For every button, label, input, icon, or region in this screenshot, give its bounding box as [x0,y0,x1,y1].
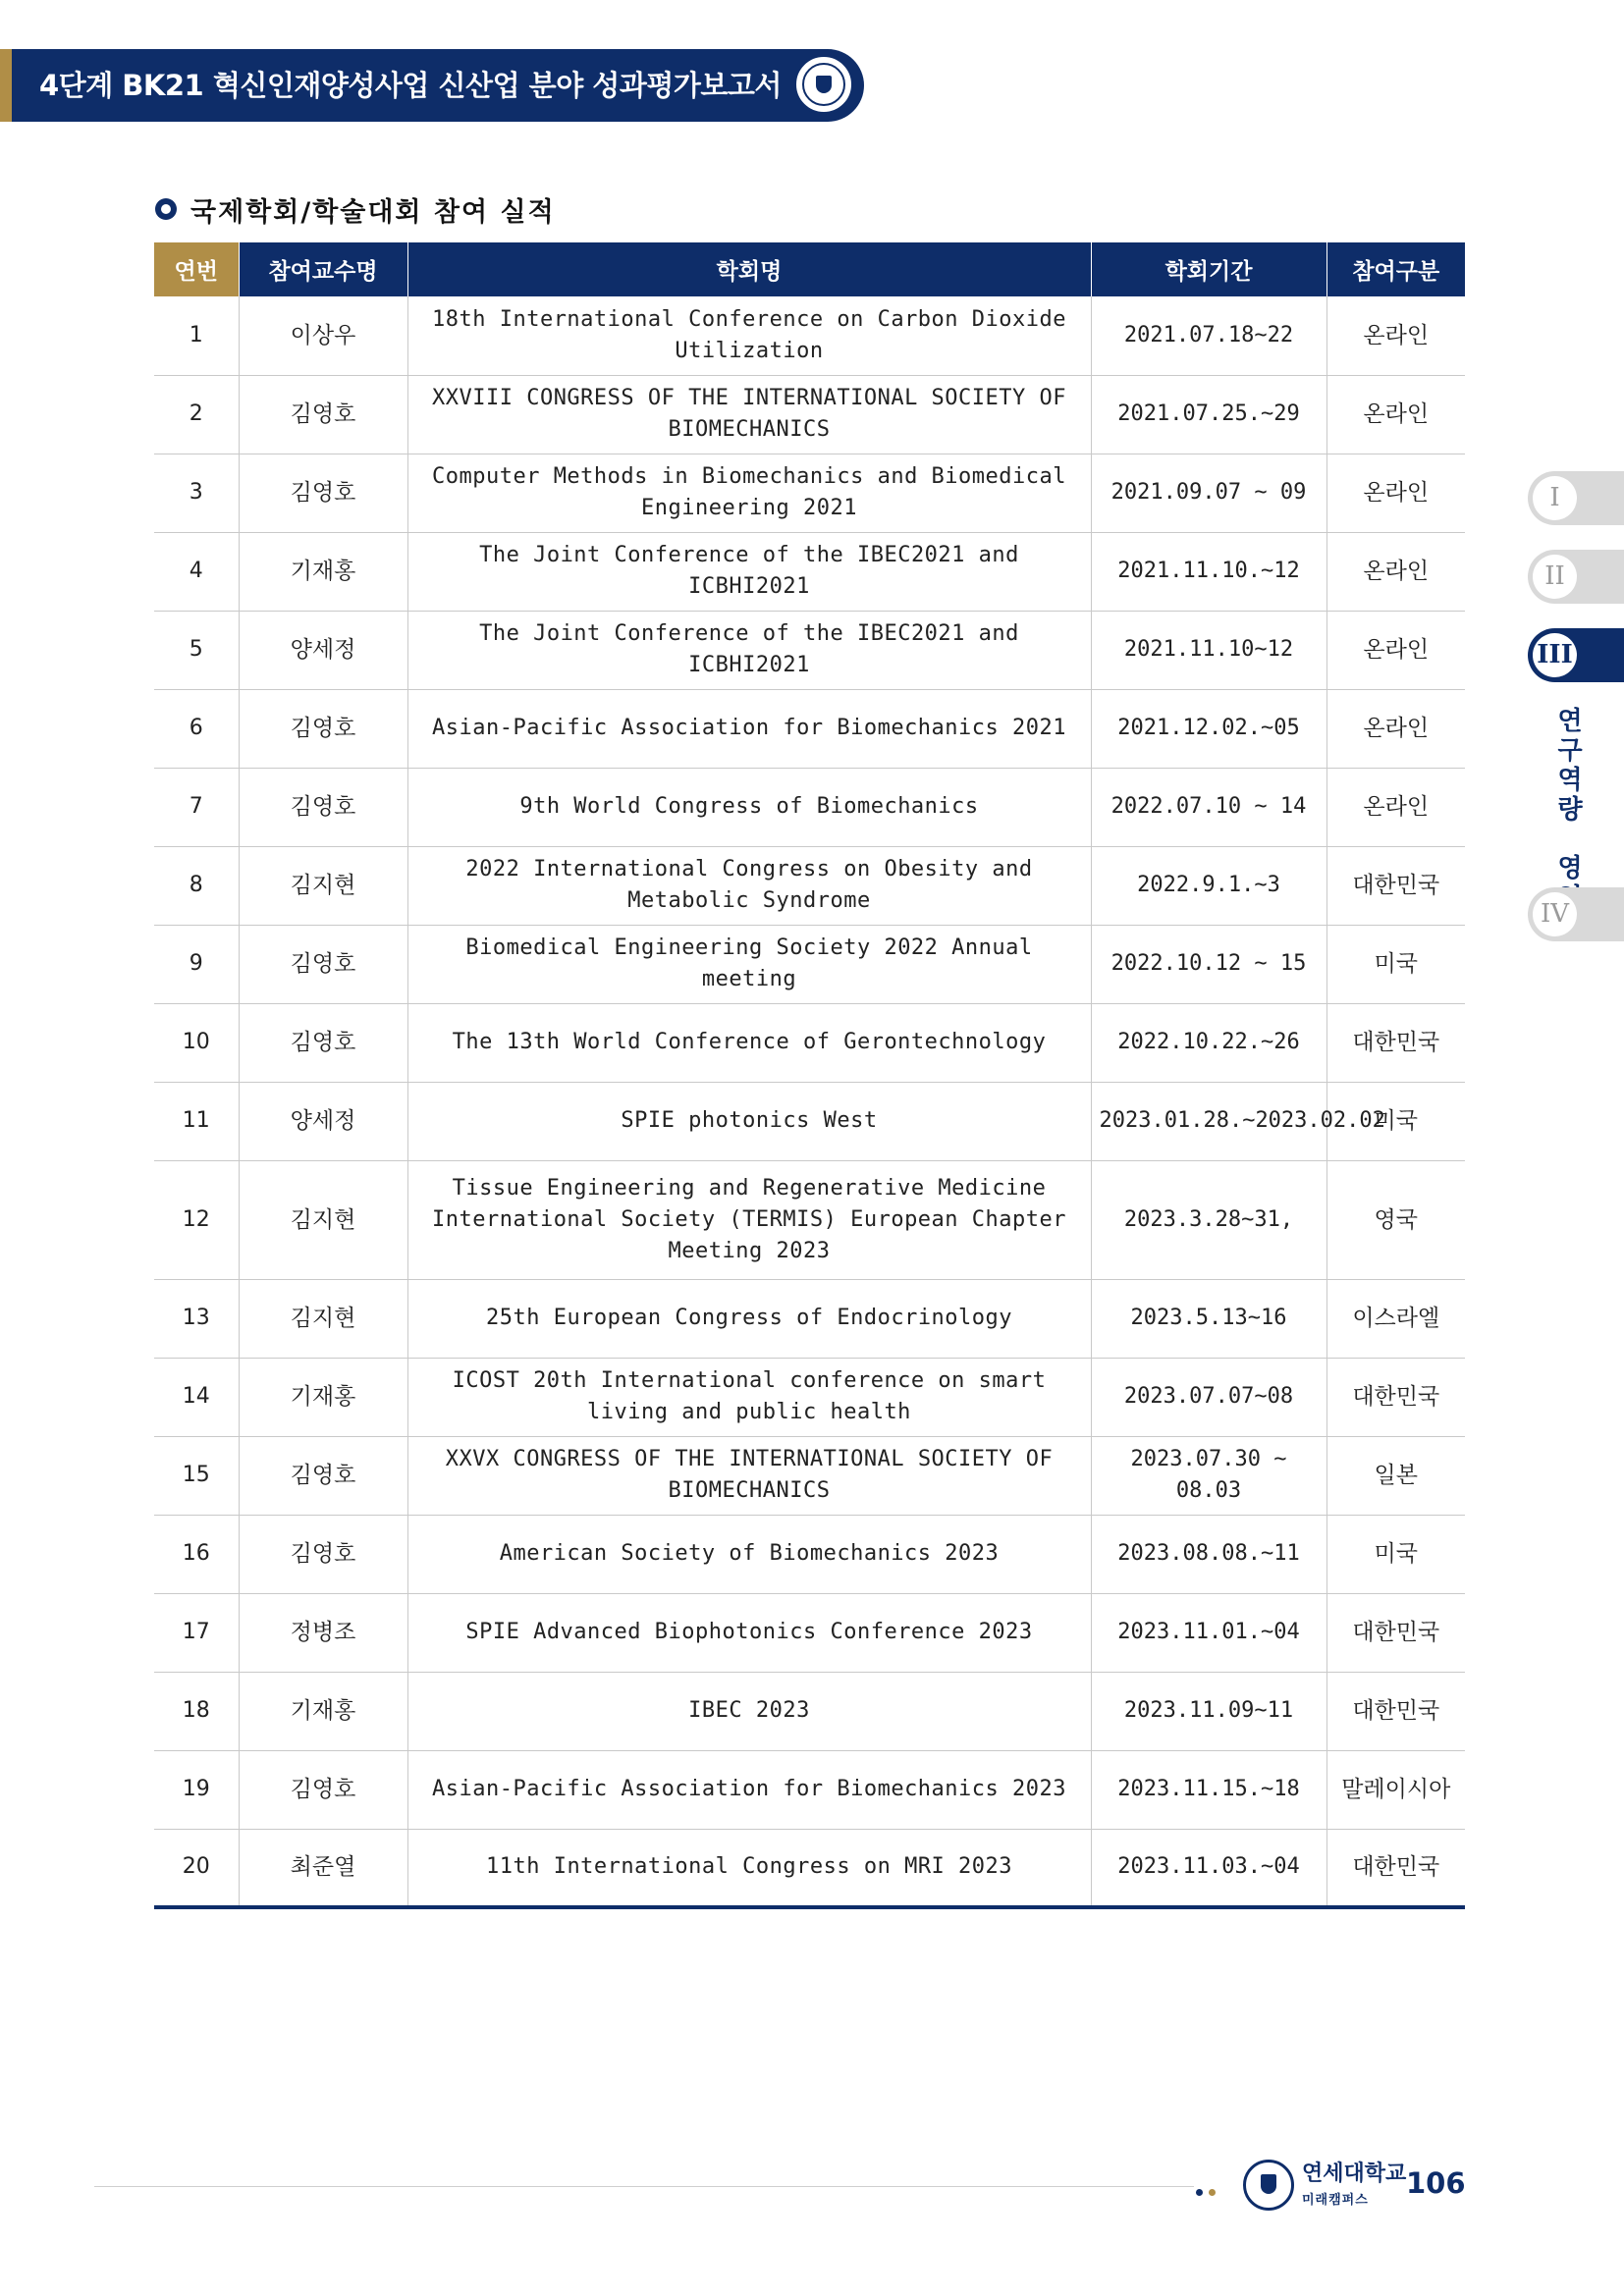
table-row [154,1593,1465,1672]
cell-professor: 기재홍 [239,532,407,611]
cell-conference: Biomedical Engineering Society 2022 Annual meeting [407,925,1091,1003]
cell-period: 2021.07.18~22 [1091,296,1326,375]
cell-type: 미국 [1326,1515,1465,1593]
cell-no: 18 [154,1672,239,1750]
cell-no: 12 [154,1160,239,1279]
cell-period: 2022.9.1.~3 [1091,846,1326,925]
side-tab-4[interactable] [1528,887,1624,941]
cell-professor: 정병조 [239,1593,407,1672]
cell-conference: SPIE photonics West [407,1082,1091,1160]
column-header-period: 학회기간 [1091,242,1326,296]
cell-conference: The Joint Conference of the IBEC2021 and ICBHI2021 [407,532,1091,611]
cell-professor: 양세정 [239,1082,407,1160]
cell-professor: 김영호 [239,925,407,1003]
table-row [154,1515,1465,1593]
side-tab-label: III [1533,633,1577,677]
footer-university-name: 연세대학교 [1302,2162,1407,2186]
cell-period: 2023.11.09~11 [1091,1672,1326,1750]
column-header-professor: 참여교수명 [239,242,407,296]
cell-period: 2021.12.02.~05 [1091,689,1326,768]
cell-type: 온라인 [1326,296,1465,375]
table-row [154,689,1465,768]
column-header-conference: 학회명 [407,242,1091,296]
cell-period: 2022.10.12 ~ 15 [1091,925,1326,1003]
table-row [154,1672,1465,1750]
section-title: 국제학회/학술대회 참여 실적 [190,196,556,228]
cell-professor: 김영호 [239,1436,407,1515]
column-header-type: 참여구분 [1326,242,1465,296]
cell-professor: 최준열 [239,1829,407,1907]
conference-table [154,242,1465,1909]
cell-type: 미국 [1326,1082,1465,1160]
cell-no: 2 [154,375,239,454]
cell-no: 3 [154,454,239,532]
cell-no: 13 [154,1279,239,1358]
cell-period: 2023.01.28.~2023.02.02 [1091,1082,1326,1160]
cell-conference: SPIE Advanced Biophotonics Conference 2023 [407,1593,1091,1672]
table-row [154,375,1465,454]
cell-period: 2023.3.28~31, [1091,1160,1326,1279]
cell-professor: 김지현 [239,846,407,925]
cell-professor: 김영호 [239,375,407,454]
table-row [154,532,1465,611]
cell-type: 온라인 [1326,768,1465,846]
cell-period: 2021.11.10.~12 [1091,532,1326,611]
cell-type: 대한민국 [1326,1003,1465,1082]
side-tab-label: IV [1533,892,1577,936]
cell-type: 대한민국 [1326,846,1465,925]
cell-no: 19 [154,1750,239,1829]
side-section-label: 연 구 역 량 영 [1557,707,1583,883]
cell-type: 영국 [1326,1160,1465,1279]
cell-conference: ICOST 20th International conference on smart living and public health [407,1358,1091,1436]
side-tab-label: II [1533,555,1577,599]
cell-type: 온라인 [1326,611,1465,689]
report-title: 4단계 BK21 혁신인재양성사업 신산업 분야 성과평가보고서 [39,69,782,102]
cell-conference: 2022 International Congress on Obesity and Metabolic Syndrome [407,846,1091,925]
cell-type: 미국 [1326,925,1465,1003]
table-row [154,1436,1465,1515]
cell-period: 2023.07.30 ~ 08.03 [1091,1436,1326,1515]
cell-professor: 양세정 [239,611,407,689]
cell-conference: Computer Methods in Biomechanics and Biomedical Engineering 2021 [407,454,1091,532]
side-tab-1[interactable] [1528,471,1624,525]
cell-period: 2023.11.01.~04 [1091,1593,1326,1672]
cell-period: 2023.07.07~08 [1091,1358,1326,1436]
cell-period: 2021.07.25.~29 [1091,375,1326,454]
footer-dots-icon [1196,2181,1221,2200]
cell-professor: 김영호 [239,1515,407,1593]
cell-no: 8 [154,846,239,925]
table-row [154,1750,1465,1829]
cell-type: 대한민국 [1326,1358,1465,1436]
table-row [154,1358,1465,1436]
cell-conference: Asian-Pacific Association for Biomechanics 2023 [407,1750,1091,1829]
cell-type: 온라인 [1326,454,1465,532]
cell-conference: 18th International Conference on Carbon Dioxide Utilization [407,296,1091,375]
page-number: 106 [1406,2166,1466,2200]
table-row [154,611,1465,689]
table-row [154,1829,1465,1907]
header-accent-bar [0,49,12,122]
cell-conference: IBEC 2023 [407,1672,1091,1750]
table-row [154,454,1465,532]
side-tab-label: I [1533,476,1577,520]
cell-no: 15 [154,1436,239,1515]
cell-professor: 기재홍 [239,1358,407,1436]
cell-professor: 이상우 [239,296,407,375]
cell-period: 2021.09.07 ~ 09 [1091,454,1326,532]
cell-conference: 11th International Congress on MRI 2023 [407,1829,1091,1907]
cell-type: 이스라엘 [1326,1279,1465,1358]
cell-no: 5 [154,611,239,689]
cell-professor: 김영호 [239,1750,407,1829]
side-tab-2[interactable] [1528,550,1624,604]
table-row [154,925,1465,1003]
university-emblem-icon [793,54,854,115]
cell-period: 2021.11.10~12 [1091,611,1326,689]
cell-no: 4 [154,532,239,611]
cell-type: 온라인 [1326,689,1465,768]
cell-period: 2023.11.15.~18 [1091,1750,1326,1829]
footer-divider [94,2186,1194,2187]
cell-conference: The 13th World Conference of Gerontechnology [407,1003,1091,1082]
cell-no: 14 [154,1358,239,1436]
cell-period: 2023.11.03.~04 [1091,1829,1326,1907]
cell-conference: American Society of Biomechanics 2023 [407,1515,1091,1593]
cell-no: 10 [154,1003,239,1082]
cell-professor: 김영호 [239,454,407,532]
cell-period: 2022.07.10 ~ 14 [1091,768,1326,846]
cell-period: 2022.10.22.~26 [1091,1003,1326,1082]
cell-conference: The Joint Conference of the IBEC2021 and ICBHI2021 [407,611,1091,689]
cell-type: 대한민국 [1326,1672,1465,1750]
cell-conference: Tissue Engineering and Regenerative Medicine International Society (TERMIS) European Chapter Meeting 2023 [407,1160,1091,1279]
cell-type: 일본 [1326,1436,1465,1515]
cell-professor: 김영호 [239,689,407,768]
table-row [154,1082,1465,1160]
cell-no: 11 [154,1082,239,1160]
footer-campus-name: 미래캠퍼스 [1302,2193,1369,2208]
footer-emblem-icon [1243,2160,1294,2211]
cell-type: 말레이시아 [1326,1750,1465,1829]
cell-no: 16 [154,1515,239,1593]
table-row [154,1003,1465,1082]
cell-no: 7 [154,768,239,846]
cell-no: 6 [154,689,239,768]
section-heading [155,189,556,229]
cell-professor: 김지현 [239,1160,407,1279]
cell-conference: Asian-Pacific Association for Biomechanics 2021 [407,689,1091,768]
table-row [154,296,1465,375]
report-header [0,49,864,122]
cell-type: 온라인 [1326,532,1465,611]
table-row [154,768,1465,846]
cell-no: 17 [154,1593,239,1672]
table-row [154,846,1465,925]
cell-type: 대한민국 [1326,1829,1465,1907]
cell-period: 2023.5.13~16 [1091,1279,1326,1358]
cell-professor: 김지현 [239,1279,407,1358]
bullet-circle-icon [155,198,177,220]
table-row [154,1279,1465,1358]
cell-professor: 김영호 [239,768,407,846]
cell-no: 20 [154,1829,239,1907]
cell-type: 온라인 [1326,375,1465,454]
cell-professor: 김영호 [239,1003,407,1082]
cell-conference: 9th World Congress of Biomechanics [407,768,1091,846]
cell-professor: 기재홍 [239,1672,407,1750]
cell-no: 1 [154,296,239,375]
cell-conference: XXVX CONGRESS OF THE INTERNATIONAL SOCIETY OF BIOMECHANICS [407,1436,1091,1515]
cell-no: 9 [154,925,239,1003]
cell-conference: XXVIII CONGRESS OF THE INTERNATIONAL SOCIETY OF BIOMECHANICS [407,375,1091,454]
cell-type: 대한민국 [1326,1593,1465,1672]
column-header-no: 연번 [154,242,239,296]
table-row [154,1160,1465,1279]
table-header-row [154,242,1465,296]
side-tab-3-active[interactable] [1528,628,1624,682]
cell-conference: 25th European Congress of Endocrinology [407,1279,1091,1358]
cell-period: 2023.08.08.~11 [1091,1515,1326,1593]
